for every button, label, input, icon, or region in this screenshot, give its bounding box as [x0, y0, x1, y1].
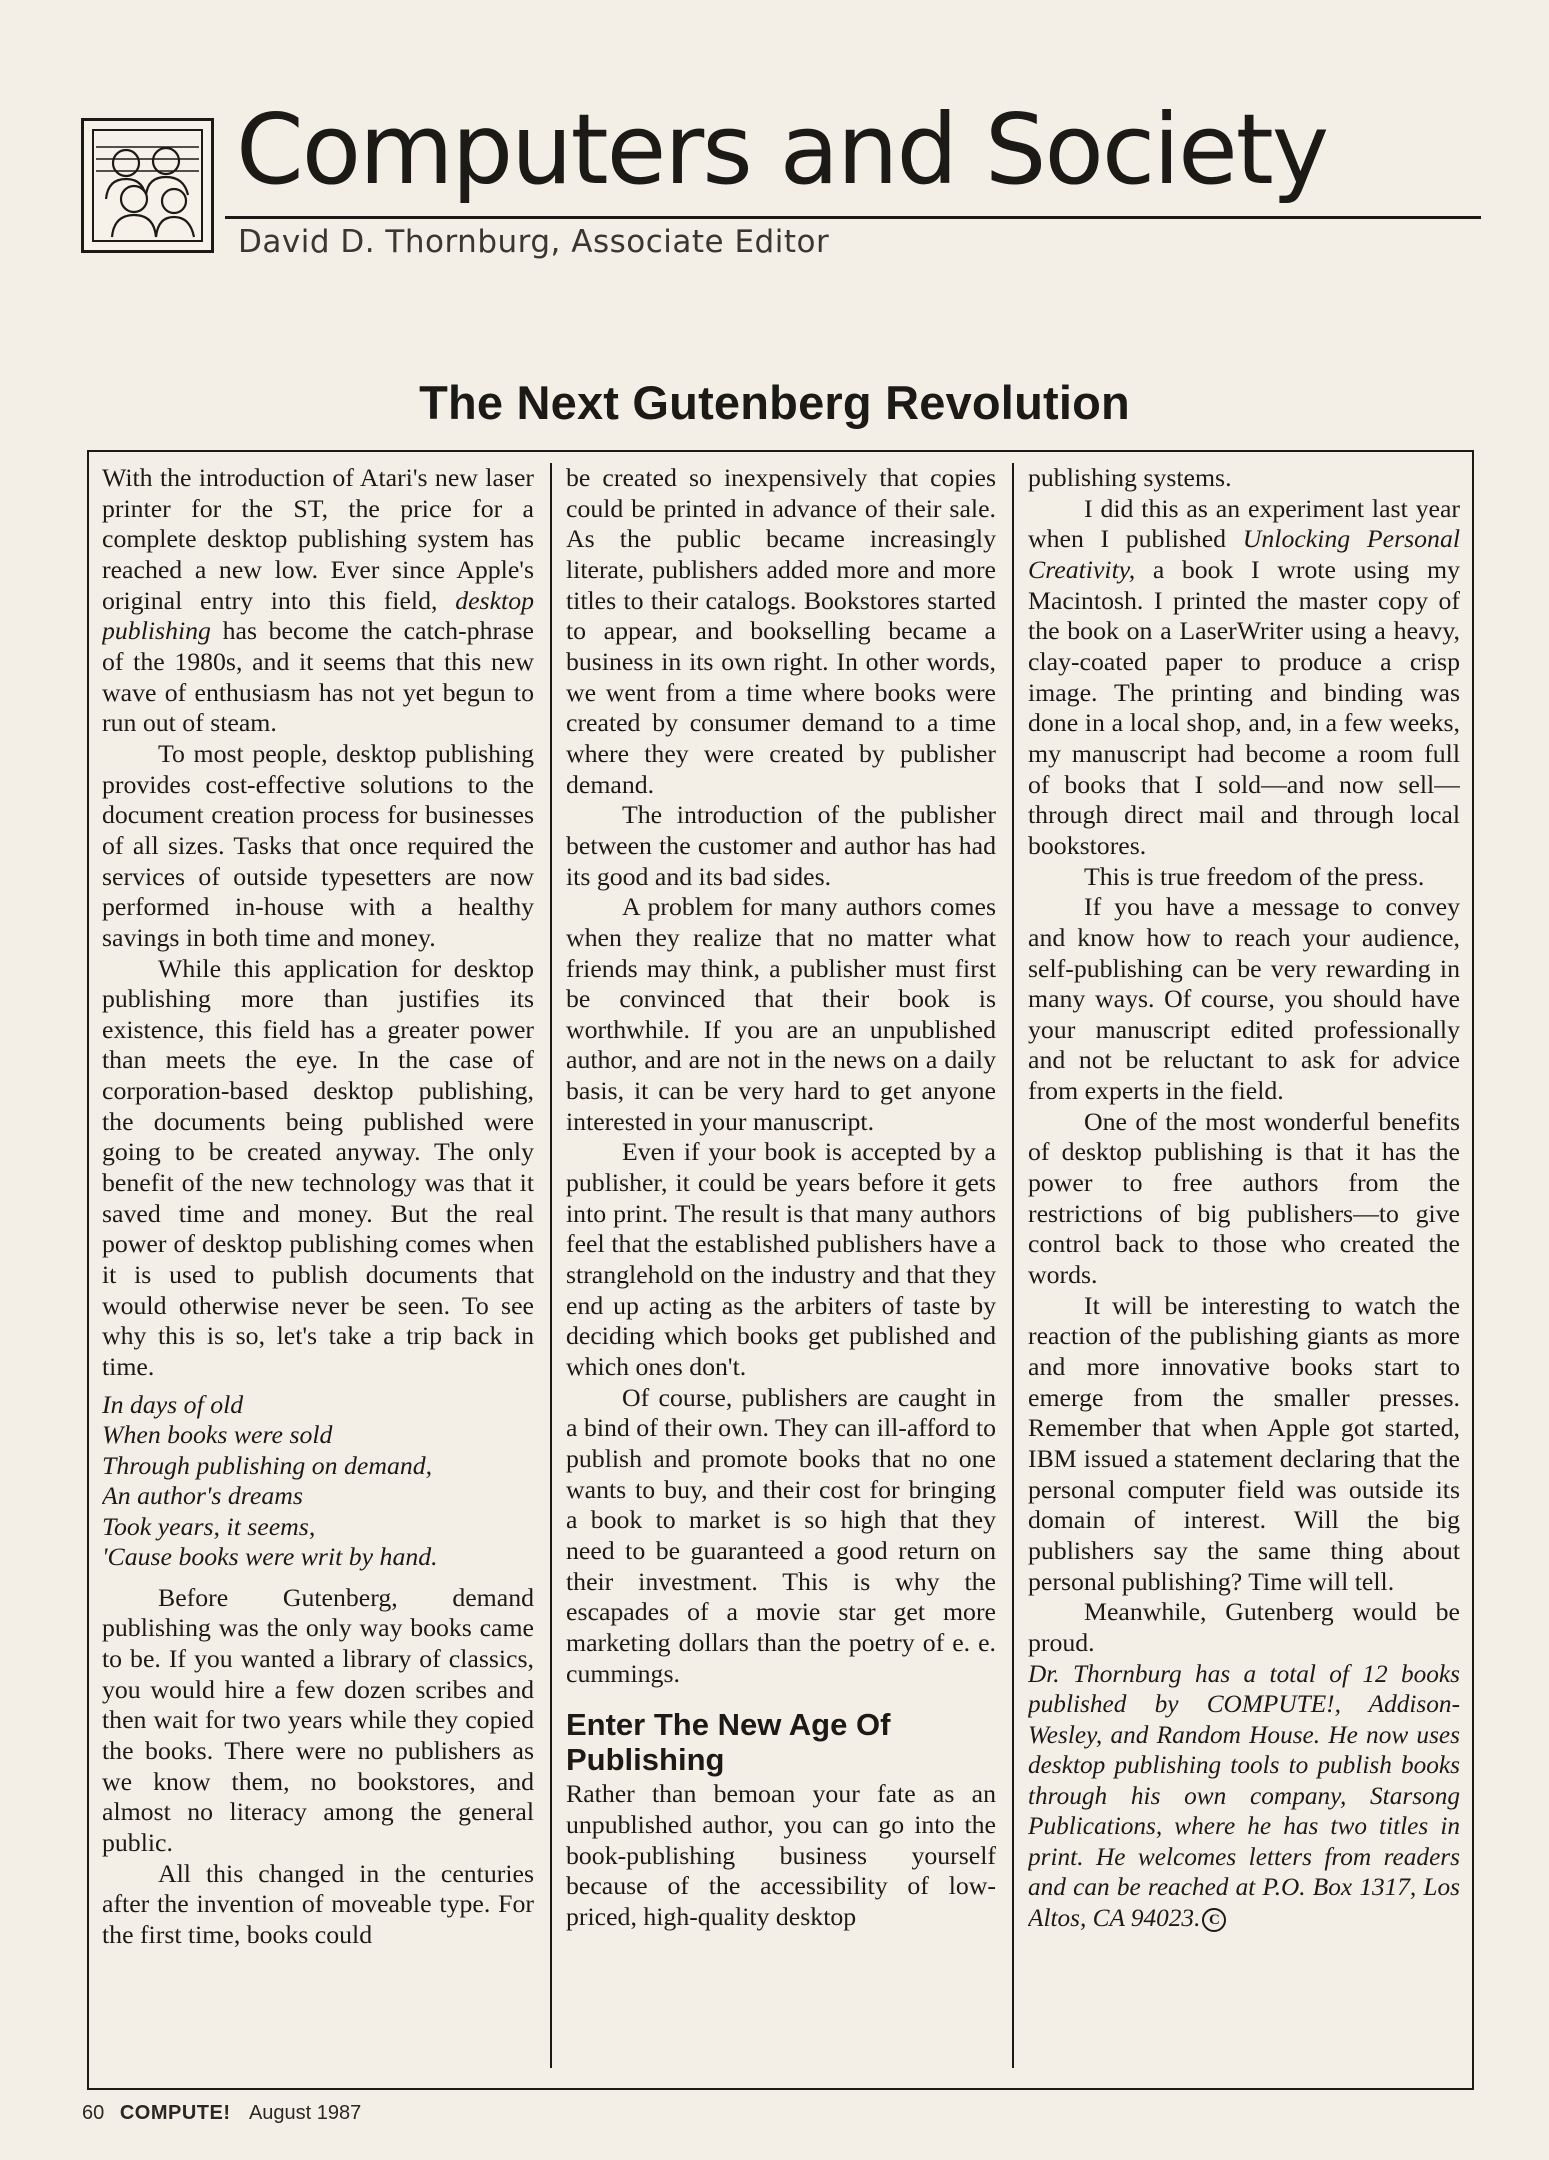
paragraph: This is true freedom of the press. — [1084, 861, 1425, 891]
title-rule — [225, 216, 1481, 219]
verse-line: 'Cause books were writ by hand. — [102, 1542, 438, 1572]
verse-line: An author's dreams — [102, 1481, 303, 1511]
paragraph: While this application for desktop publishing more than justifies its existence, this field has a greater power than meets the eye. In the case of corporation-based desktop publishing, the documents being published were going to be created anyway. The only benefit of the new technology was that it saved time and money. But the real power of desktop publishing comes when it is used to publish documents that would otherwise never be seen. To see why this is so, let's take a trip back in time. — [102, 953, 534, 1382]
paragraph: be created so inexpensively that copies could be printed in advance of their sale. As the public became increasingly literate, publishers added more and more titles to their catalogs. Bookstores started to appear, and bookselling became a business in its own right. In other words, we went from a time where books were created by consumer demand to a time where they were created by publisher demand. — [566, 463, 996, 799]
paragraph: Before Gutenberg, demand publishing was the only way books came to be. If you wanted a library of classics, you would hire a few dozen scribes and then wait for two years while they copied the books. There were no publishers as we know them, no bookstores, and almost no literacy among the general public. — [102, 1582, 534, 1857]
article-column-1 — [102, 463, 534, 2073]
verse-line: Took years, it seems, — [102, 1511, 316, 1541]
paragraph: If you have a message to convey and know how to reach your audience, self-publishing can be very rewarding in many ways. Of course, you should have your manuscript edited professionally and not be reluctant to ask for advice from experts in the field. — [1028, 892, 1460, 1106]
paragraph: Rather than bemoan your fate as an unpublished author, you can go into the book-publishing business yourself because of the accessibility of low-priced, high-quality desktop — [566, 1779, 996, 1931]
paragraph: The introduction of the publisher between the customer and author has had its good and its bad sides. — [566, 800, 996, 891]
column-logo — [81, 118, 214, 253]
people-group-icon — [92, 129, 203, 242]
verse-line: In days of old — [102, 1389, 244, 1419]
column-title: Computers and Society — [236, 93, 1328, 206]
byline: David D. Thornburg, Associate Editor — [238, 224, 830, 260]
paragraph: Meanwhile, Gutenberg would be proud. — [1028, 1597, 1460, 1657]
paragraph: publishing systems. — [1028, 463, 1232, 492]
verse-line: Through publishing on demand, — [102, 1450, 433, 1480]
magazine-name: COMPUTE! — [119, 2102, 231, 2124]
paragraph: All this changed in the centuries after the invention of moveable type. For the first time, books could — [102, 1858, 534, 1949]
column-rule — [1012, 463, 1014, 2068]
paragraph: I did this as an experiment last year when I published Unlocking Personal Creativity, a book I wrote using my Macintosh. I printed the master copy of the book on a LaserWriter using a heavy, clay-coated paper to produce a crisp image. The printing and binding was done in a local shop, and, in a few weeks, my manuscript had become a room full of books that I sold—and now sell—through direct mail and through local bookstores. — [1028, 493, 1460, 860]
paragraph: Even if your book is accepted by a publisher, it could be years before it gets into print. The result is that many authors feel that the established publishers have a stranglehold on the industry and that they end up acting as the arbiters of taste by deciding which books get published and which ones don't. — [566, 1137, 996, 1382]
column-rule — [550, 463, 552, 2068]
paragraph: With the introduction of Atari's new laser printer for the ST, the price for a complete desktop publishing system has reached a new low. Ever since Apple's original entry into this field, desktop publishing has become the catch-phrase of the 1980s, and it seems that this new wave of enthusiasm has not yet begun to run out of steam. — [102, 463, 534, 738]
page-number: 60 — [82, 2102, 105, 2124]
paragraph: Of course, publishers are caught in a bind of their own. They can ill-afford to publish and promote books that no one wants to buy, and their cost for bringing a book to market is so high that they need to be guaranteed a good return on their investment. This is why the escapades of a movie star get more marketing dollars than the poetry of e. e. cummings. — [566, 1382, 996, 1688]
author-bio: Dr. Thornburg has a total of 12 books published by COMPUTE!, Addison-Wesley, and Random House. He now uses desktop publishing tools to publish books through his own company, Starsong Publications, where he has two titles in print. He welcomes letters from readers and can be reached at P.O. Box 1317, Los Altos, CA 94023. C — [1028, 1659, 1460, 1932]
article-headline: The Next Gutenberg Revolution — [419, 376, 1130, 429]
paragraph: A problem for many authors comes when they realize that no matter what friends may think, a publisher must first be convinced that their book is worthwhile. If you are an unpublished author, and are not in the news on a daily basis, it can be very hard to get anyone interested in your manuscript. — [566, 892, 996, 1136]
paragraph: One of the most wonderful benefits of desktop publishing is that it has the power to free authors from the restrictions of big publishers—to give control back to those who created the words. — [1028, 1106, 1460, 1290]
verse — [102, 1390, 534, 1573]
page-footer — [82, 2102, 361, 2125]
end-of-article-mark: C — [1202, 1908, 1226, 1932]
paragraph: It will be interesting to watch the reaction of the publishing giants as more and more innovative books start to emerge from the smaller presses. Remember that when Apple got started, IBM issued a statement declaring that the personal computer field was outside its domain of interest. Will the big publishers say the same thing about personal publishing? Time will tell. — [1028, 1290, 1460, 1596]
issue-date: August 1987 — [248, 2102, 362, 2124]
article-column-2 — [566, 463, 996, 2073]
verse-line: When books were sold — [102, 1420, 333, 1450]
section-subhead: Enter The New Age Of Publishing — [566, 1707, 891, 1778]
paragraph: To most people, desktop publishing provides cost-effective solutions to the document creation process for businesses of all sizes. Tasks that once required the services of outside typesetters are now performed in-house with a healthy savings in both time and money. — [102, 738, 534, 952]
article-column-3 — [1028, 463, 1460, 2073]
